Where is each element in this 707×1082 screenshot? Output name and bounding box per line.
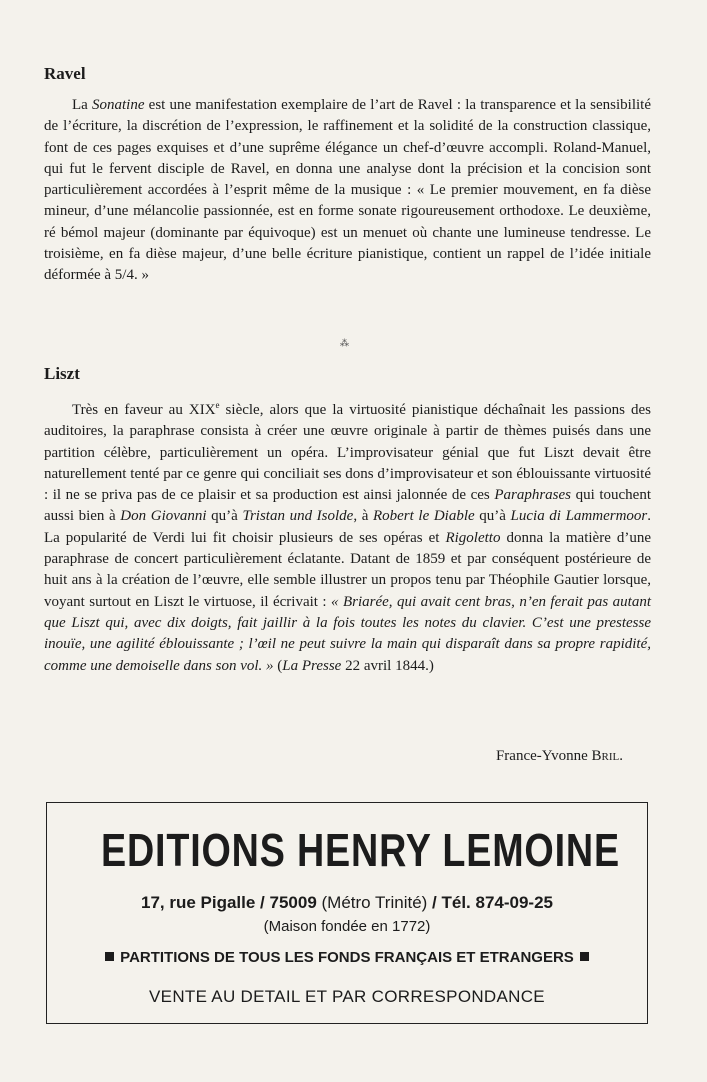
liszt-text: 22 avril 1844.) xyxy=(341,657,434,674)
work-title-don-giovanni: Don Giovanni xyxy=(120,508,207,525)
publisher-advertisement xyxy=(46,802,648,1024)
liszt-text: ( xyxy=(273,657,283,674)
work-title-rigoletto: Rigoletto xyxy=(445,529,501,546)
catalog-line xyxy=(47,949,647,966)
liszt-paragraph xyxy=(44,395,651,677)
address-street: 17, rue Pigalle / 75009 xyxy=(141,893,322,912)
liszt-text: siècle, alors que la virtuosité pianistique déchaînait les passions des auditoires, la paraphrase consista à créer une œuvre originale à partir de thèmes puisés dans une partition célèbre, particulièrement un opéra. L’improvisateur génial que fut Liszt devait être naturellement tenté par ce genre qui conciliait ses dons d’improvisateur et son éblouissante virtuosité : il ne se priva pas de ce plaisir et sa production est ainsi jalonnée de ces xyxy=(44,402,651,504)
ravel-paragraph xyxy=(44,95,651,287)
publisher-name: EDITIONS HENRY LEMOINE xyxy=(101,824,620,876)
sales-line: VENTE AU DETAIL ET PAR CORRESPONDANCE xyxy=(149,987,545,1006)
section-title-liszt: Liszt xyxy=(44,364,80,383)
liszt-text: donna la matière d’une paraphrase de concert particulièrement éclatante. Datant de 1859 et par conséquent postérieure de huit ans à la création de l’œuvre, elle semble illustrer un propos tenu par Théophile Gautier lorsque, voyant surtout en Liszt le virtuose, il écrivait : xyxy=(44,529,651,610)
superscript: e xyxy=(215,400,220,410)
gautier-quote: « Briarée, qui avait cent bras, n’en ferait pas autant que Liszt qui, avec dix doigts, fait jaillir à la fois toutes les notes du clavier. C’est une prestesse inouïe, une agilité éblouissante ; l’œil ne peut suivre la main qui disparaît dans sa propre rapidité, comme une demoiselle dans son vol. » xyxy=(44,593,651,674)
liszt-text: . La popularité de Verdi lui fit choisir plusieurs de ses opéras et xyxy=(44,508,651,546)
work-title-sonatine: Sonatine xyxy=(92,97,145,113)
section-separator: ⁂ xyxy=(340,338,349,348)
work-title-paraphrases: Paraphrases xyxy=(494,487,571,504)
catalog-text: PARTITIONS DE TOUS LES FONDS FRANÇAIS ET ETRANGERS xyxy=(120,949,574,966)
liszt-text: Très en faveur au XIX xyxy=(72,402,216,418)
author-first-name: France-Yvonne xyxy=(495,748,592,764)
work-title-lucia: Lucia di Lammermoor xyxy=(510,508,648,525)
publisher-address xyxy=(47,893,647,913)
square-bullet-icon xyxy=(580,952,589,961)
source-la-presse: La Presse xyxy=(282,657,342,674)
address-metro: (Métro Trinité) xyxy=(321,893,428,912)
address-phone: / Tél. 874-09-25 xyxy=(427,893,553,912)
liszt-text: qui touchent aussi bien à xyxy=(44,487,651,525)
liszt-text: qu’à xyxy=(474,508,511,525)
author-last-name: Bril. xyxy=(591,748,623,764)
work-title-tristan: Tristan und Isolde xyxy=(242,508,354,525)
square-bullet-icon xyxy=(105,952,114,961)
liszt-text: qu’à xyxy=(206,508,243,525)
ravel-text: est une manifestation exemplaire de l’art de Ravel : la transparence et la sensibilité de l’écriture, la discrétion de l’expression, le raffinement et la solidité de la construction classique, font de ces pages exquises et d’une suprême élégance un chef-d’œuvre accompli. Roland-Manuel, qui fut le fervent disciple de Ravel, en donna une analyse dont la précision et la concision sont particulièrement accordées à l’esprit même de la musique : « Le premier mouvement, en fa dièse mineur, d’une mélancolie passionnée, est en forme sonate rigoureusement orthodoxe. Le deuxième, ré bémol majeur (dominante par équivoque) est un menuet où chante une lumineuse tendresse. Le troisième, en fa dièse majeur, d’une belle écriture pianistique, contient un rappel de l’idée initiale déformée à 5/4. » xyxy=(44,97,651,284)
section-title-ravel: Ravel xyxy=(44,64,86,83)
work-title-robert-le-diable: Robert le Diable xyxy=(372,508,475,525)
founded-note: (Maison fondée en 1772) xyxy=(263,918,431,935)
author-signature xyxy=(496,748,623,765)
ravel-text: La xyxy=(72,97,92,113)
liszt-text: , à xyxy=(353,508,373,525)
